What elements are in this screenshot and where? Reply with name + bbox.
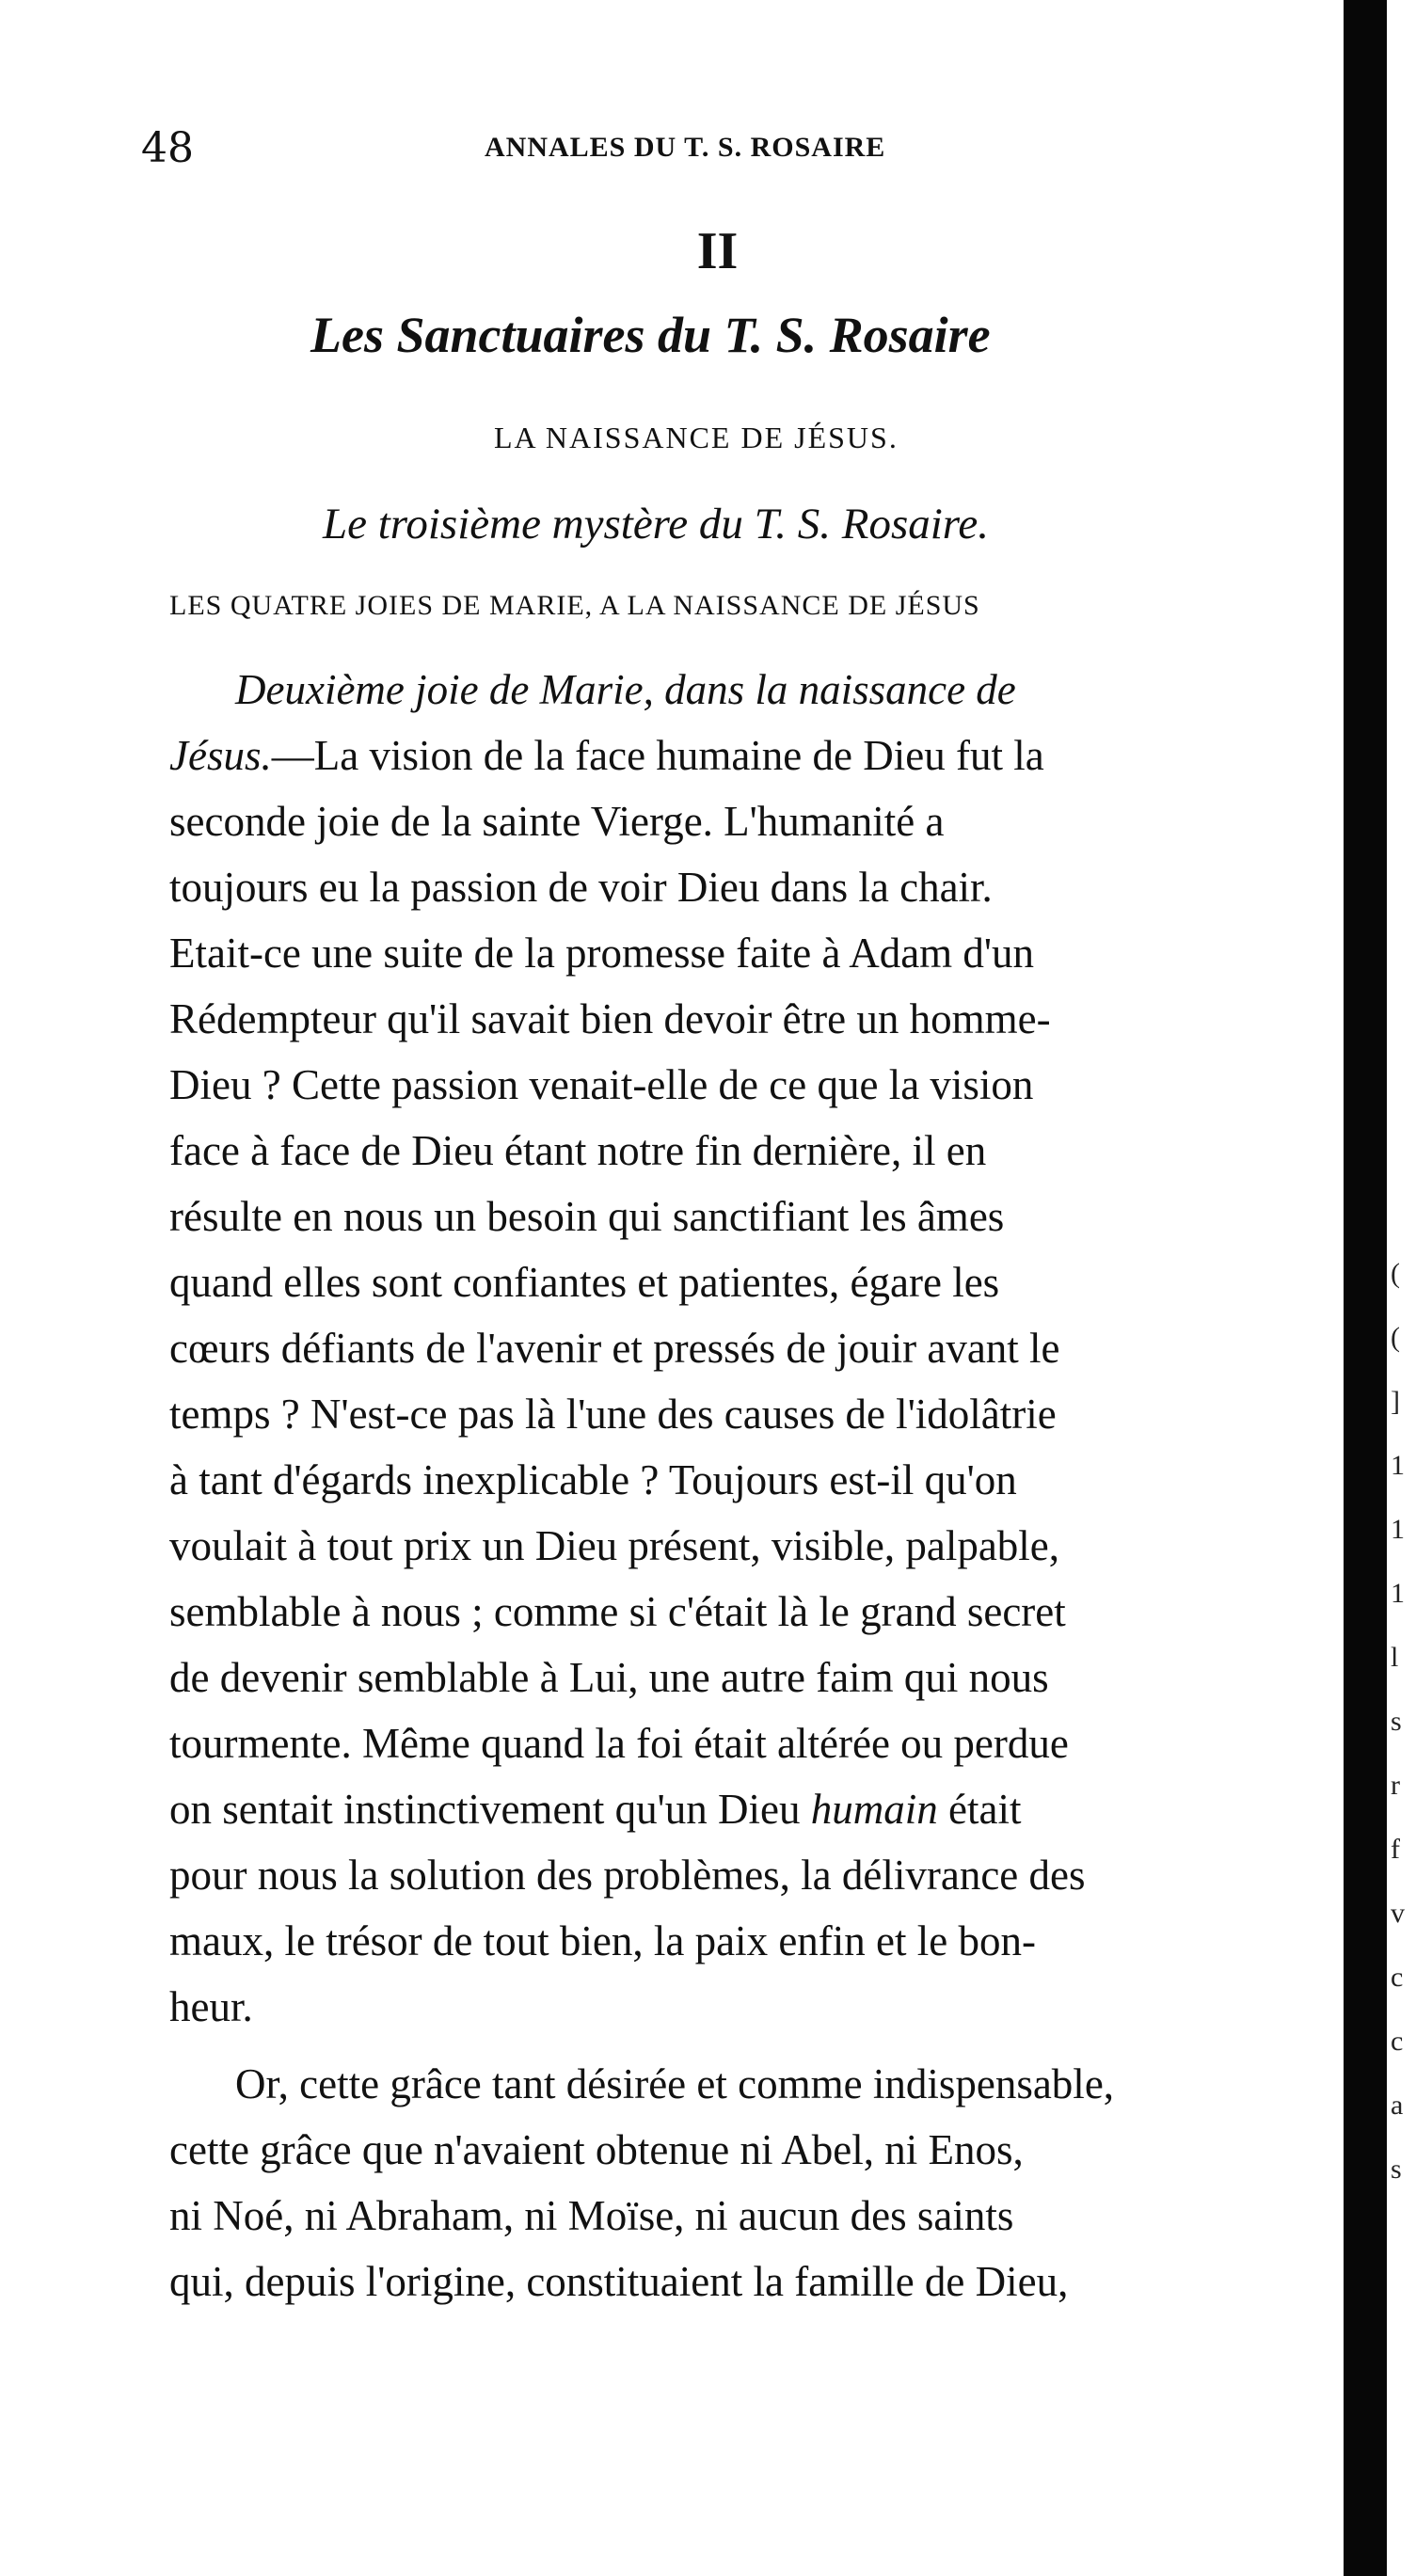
margin-mark: v (1391, 1898, 1405, 1929)
paragraph-line: qui, depuis l'origine, constituaient la famille de Dieu, (169, 2258, 1069, 2305)
paragraph-line: toujours eu la passion de voir Dieu dans la chair. (169, 864, 993, 911)
paragraph-line: pour nous la solution des problèmes, la délivrance des (169, 1852, 1086, 1899)
margin-marks (1391, 1242, 1416, 2202)
margin-mark: l (1391, 1642, 1399, 1673)
section-number: II (696, 222, 739, 280)
paragraph-line: Or, cette grâce tant désirée et comme indispensable, (235, 2060, 1115, 2107)
paragraph-gap (169, 2040, 1344, 2051)
paragraph-line: Dieu ? Cette passion venait-elle de ce que la vision (169, 1061, 1034, 1108)
paragraph-line (169, 723, 1344, 788)
paragraph-line: maux, le trésor de tout bien, la paix enfin et le bon- (169, 1917, 1036, 1964)
paragraph-line: quand elles sont confiantes et patientes, égare les (169, 1259, 1000, 1306)
subheading: LA NAISSANCE DE JÉSUS. (494, 421, 899, 454)
margin-mark: c (1391, 1962, 1404, 1993)
paragraph-line: Etait-ce une suite de la promesse faite à Adam d'un (169, 930, 1035, 977)
margin-mark: 1 (1391, 1450, 1405, 1481)
paragraph-line: cette grâce que n'avaient obtenue ni Abel, ni Enos, (169, 2126, 1024, 2173)
margin-mark: a (1391, 2090, 1404, 2121)
paragraph-line: ni Noé, ni Abraham, ni Moïse, ni aucun des saints (169, 2192, 1014, 2239)
article-title: Les Sanctuaires du T. S. Rosaire (310, 307, 991, 363)
paragraph-line: face à face de Dieu étant notre fin dernière, il en (169, 1127, 987, 1174)
paragraph-line: heur. (169, 1983, 253, 2030)
italic-lead: Deuxième joie de Marie, dans la naissance de (235, 666, 1016, 713)
margin-mark: ( (1391, 1258, 1400, 1289)
margin-mark: r (1391, 1770, 1400, 1801)
margin-mark: 1 (1391, 1578, 1405, 1609)
margin-mark: 1 (1391, 1514, 1405, 1545)
italic-word: Jésus. (169, 732, 272, 779)
paragraph-line (169, 1776, 1344, 1842)
paragraph-line: à tant d'égards inexplicable ? Toujours est-il qu'on (169, 1456, 1017, 1503)
margin-mark: ] (1391, 1386, 1400, 1417)
margin-mark: s (1391, 1706, 1402, 1737)
paragraph-line: de devenir semblable à Lui, une autre faim qui nous (169, 1654, 1049, 1701)
running-head: ANNALES DU T. S. ROSAIRE (485, 132, 886, 163)
line-text: on sentait instinctivement qu'un Dieu (169, 1786, 801, 1833)
margin-mark: c (1391, 2026, 1404, 2057)
paragraph-line: semblable à nous ; comme si c'était là le grand secret (169, 1588, 1066, 1635)
margin-mark: ( (1391, 1322, 1400, 1353)
body-text (169, 657, 1344, 2314)
paragraph-line: voulait à tout prix un Dieu présent, visible, palpable, (169, 1522, 1060, 1569)
paragraph-line: résulte en nous un besoin qui sanctifiant les âmes (169, 1193, 1005, 1240)
margin-mark: s (1391, 2154, 1402, 2185)
line-text: —La vision de la face humaine de Dieu fut la (271, 732, 1044, 779)
page-number: 48 (141, 124, 194, 172)
paragraph-line: tourmente. Même quand la foi était altérée ou perdue (169, 1720, 1069, 1767)
line-text: était (937, 1786, 1022, 1833)
paragraph-line: seconde joie de la sainte Vierge. L'humanité a (169, 798, 945, 845)
joys-heading: LES QUATRE JOIES DE MARIE, A LA NAISSANCE DE JÉSUS (169, 590, 980, 621)
italic-word: humain (810, 1786, 938, 1833)
paragraph-line: temps ? N'est-ce pas là l'une des causes de l'idolâtrie (169, 1391, 1057, 1438)
margin-mark: f (1391, 1834, 1400, 1865)
page-header (141, 124, 1298, 181)
paragraph-line: cœurs défiants de l'avenir et pressés de jouir avant le (169, 1325, 1060, 1372)
paragraph-line: Rédempteur qu'il savait bien devoir être un homme- (169, 995, 1051, 1042)
paragraph-line (169, 657, 1344, 723)
binding-gutter (1344, 0, 1387, 2576)
mystery-line: Le troisième mystère du T. S. Rosaire. (323, 500, 989, 549)
